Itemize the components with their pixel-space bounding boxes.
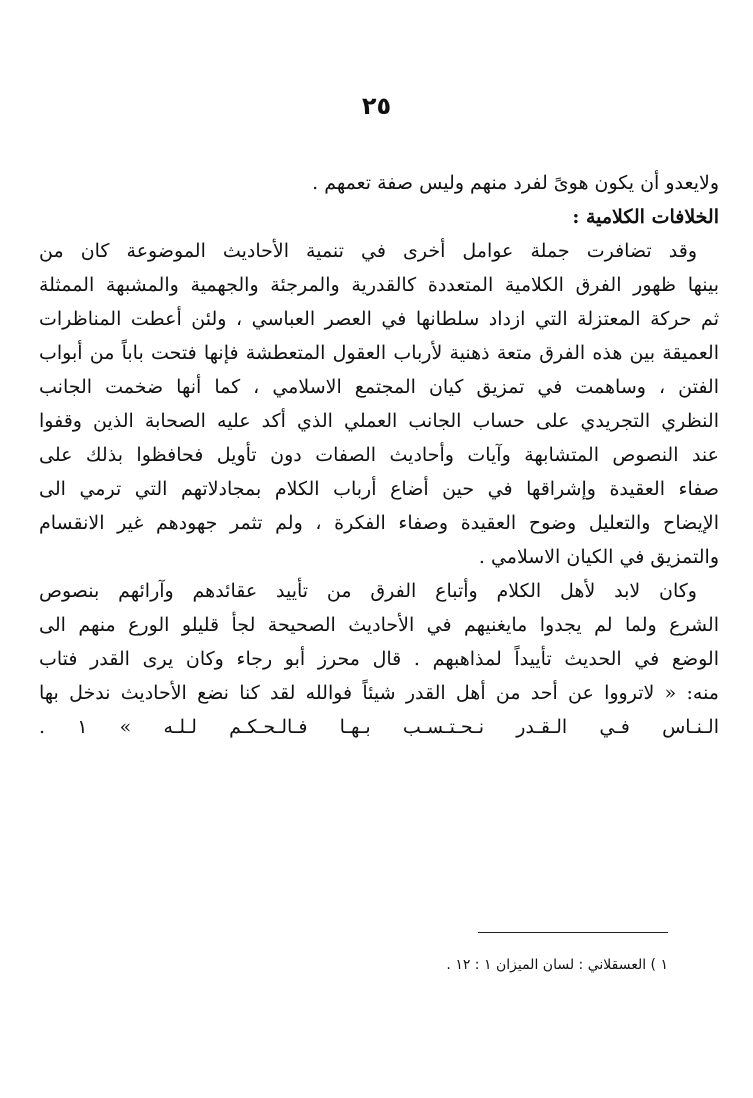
text-line: الوضع في الحديث تأييداً لمذاهبهم . قال محرز أبو رجاء وكان يرى القدر فتاب xyxy=(39,648,719,670)
text-line: والتمزيق في الكيان الاسلامي . xyxy=(478,546,719,568)
text-line: عند النصوص المتشابهة وآيات وأحاديث الصفات دون تأويل فحافظوا بذلك على xyxy=(39,444,719,466)
text-line: وكان لابد لأهل الكلام وأتباع الفرق من تأييد عقائدهم وآرائهم بنصوص xyxy=(39,580,697,602)
body-text xyxy=(39,166,719,744)
text-line: منه: « لاترووا عن أحد من أهل القدر شيئاً فوالله لقد كنا نضع الأحاديث ندخل بها xyxy=(39,682,719,704)
text-line: الإيضاح والتعليل وضوح العقيدة وصفاء الفكرة ، ولم تثمر جهودهم غير الانقسام xyxy=(39,512,719,534)
text-line: بينها ظهور الفرق الكلامية المتعددة كالقدرية والمرجئة والجهمية والمشبهة الممثلة xyxy=(39,274,719,296)
text-line: ثم حركة المعتزلة التي ازداد سلطانها في العصر العباسي ، ولئن أعطت المناظرات xyxy=(39,308,719,330)
footnote: ١ ) العسقلاني : لسان الميزان ١ : ١٢ . xyxy=(446,957,668,973)
text-line: ولايعدو أن يكون هوىً لفرد منهم وليس صفة تعمهم . xyxy=(312,172,719,194)
section-heading: الخلافات الكلامية : xyxy=(572,206,719,228)
footnote-divider xyxy=(478,932,668,933)
text-line: وقد تضافرت جملة عوامل أخرى في تنمية الأحاديث الموضوعة كان من xyxy=(39,240,697,262)
text-line: الـنـاس فـي الـقـدر نـحـتـسـب بـهـا فـالـحـكـم لـلـه » ١ . xyxy=(39,716,719,738)
text-line: الفتن ، وساهمت في تمزيق كيان المجتمع الاسلامي ، كما أنها ضخمت الجانب xyxy=(39,376,719,398)
text-line: النظري التجريدي على حساب الجانب العملي الذي أكد عليه الصحابة الذين وقفوا xyxy=(39,410,719,432)
text-line: الشرع ولما لم يجدوا مايغنيهم في الأحاديث الصحيحة لجأ قليلو الورع منهم الى xyxy=(39,614,719,636)
text-line: صفاء العقيدة وإشراقها في حين أضاع أرباب الكلام بمجادلاتهم التي ترمي الى xyxy=(39,478,719,500)
page-number: ٢٥ xyxy=(361,92,392,120)
text-line: العميقة بين هذه الفرق متعة ذهنية لأرباب العقول المتعطشة فإنها فتحت باباً من أبواب xyxy=(39,342,719,364)
